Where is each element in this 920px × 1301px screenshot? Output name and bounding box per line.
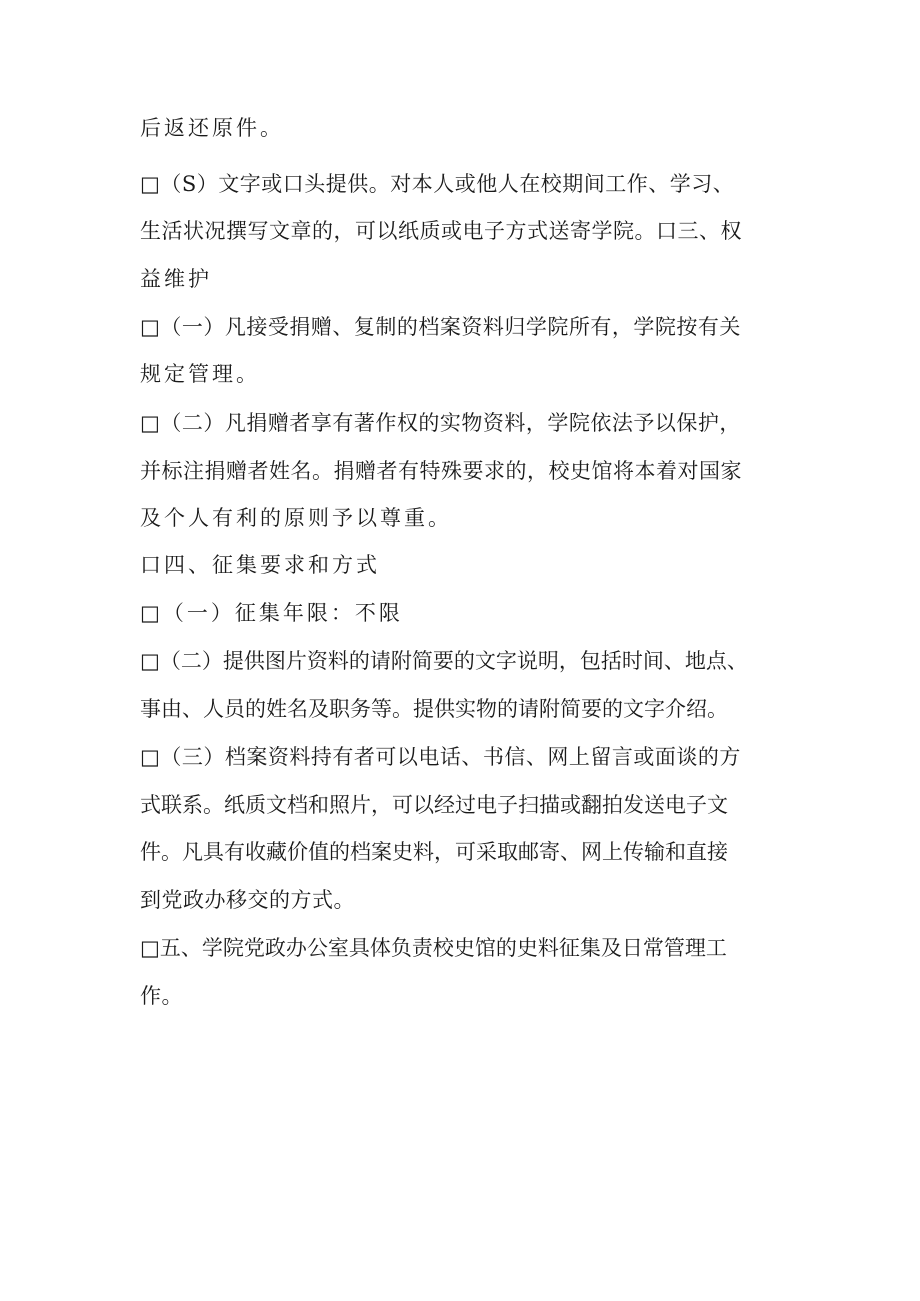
- text-line: □（二）提供图片资料的请附简要的文字说明，包括时间、地点、: [140, 649, 748, 673]
- text-line: 件。凡具有收藏价值的档案史料，可采取邮寄、网上传输和直接: [140, 840, 728, 864]
- text-line: 规定管理。: [140, 362, 260, 386]
- text-line: 益维护: [140, 267, 212, 291]
- text-line: □五、学院党政办公室具体负责校史馆的史料征集及日常管理工: [140, 936, 727, 960]
- text-line: □（一）征集年限：不限: [140, 601, 403, 625]
- text-line: □（三）档案资料持有者可以电话、书信、网上留言或面谈的方: [140, 745, 741, 769]
- text-line: 并标注捐赠者姓名。捐赠者有特殊要求的，校史馆将本着对国家: [140, 459, 742, 483]
- text-line: 生活状况撰写文章的，可以纸质或电子方式送寄学院。口三、权: [140, 219, 742, 243]
- section-heading: 口四、征集要求和方式: [140, 553, 380, 577]
- text-line: □（S）文字或口头提供。对本人或他人在校期间工作、学习、: [140, 172, 735, 196]
- text-line: □（一）凡接受捐赠、复制的档案资料归学院所有，学院按有关: [140, 315, 741, 339]
- text-line: 到党政办移交的方式。: [140, 888, 355, 912]
- text-line: 及个人有利的原则予以尊重。: [140, 506, 452, 530]
- text-line: □（二）凡捐赠者享有著作权的实物资料，学院依法予以保护，: [140, 411, 741, 435]
- text-line: 式联系。纸质文档和照片，可以经过电子扫描或翻拍发送电子文: [140, 793, 728, 817]
- text-line: 作。: [140, 984, 183, 1008]
- text-line: 事由、人员的姓名及职务等。提供实物的请附简要的文字介绍。: [140, 697, 728, 721]
- text-line: 后返还原件。: [140, 116, 284, 140]
